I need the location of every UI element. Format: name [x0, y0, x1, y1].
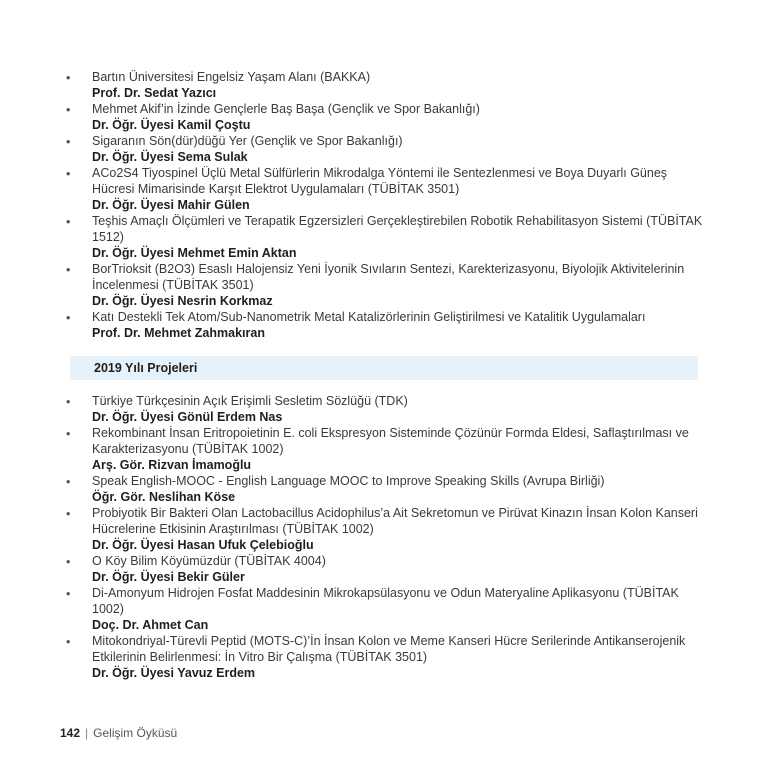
project-lead: Dr. Öğr. Üyesi Hasan Ufuk Çelebioğlu — [92, 538, 314, 552]
project-lead: Dr. Öğr. Üyesi Nesrin Korkmaz — [92, 294, 273, 308]
project-title: Di-Amonyum Hidrojen Fosfat Maddesinin Mikrokapsülasyonu ve Odun Materyaline Aplikasyonu (TÜBİTAK 1002) — [92, 586, 679, 616]
project-item — [60, 393, 710, 425]
project-item — [60, 213, 710, 261]
project-title: Speak English-MOOC - English Language MOOC to Improve Speaking Skills (Avrupa Birliği) — [92, 474, 605, 488]
bullet: • — [66, 135, 71, 149]
project-item — [60, 261, 710, 309]
bullet: • — [66, 555, 71, 569]
project-item — [60, 425, 710, 473]
project-lead: Dr. Öğr. Üyesi Yavuz Erdem — [92, 666, 256, 680]
project-list-2019 — [60, 393, 710, 681]
project-lead: Doç. Dr. Ahmet Can — [92, 618, 209, 632]
bullet: • — [66, 103, 71, 117]
project-item — [60, 585, 710, 633]
bullet: • — [66, 71, 71, 85]
bullet: • — [66, 215, 71, 229]
bullet: • — [66, 263, 71, 277]
project-title: Rekombinant İnsan Eritropoietinin E. coli Ekspresyon Sisteminde Çözünür Formda Eldesi, Saflaştırılması ve Karakterizasyonu (TÜBİTAK 1002) — [92, 426, 689, 456]
project-item — [60, 69, 710, 101]
bullet: • — [66, 635, 71, 649]
project-lead: Dr. Öğr. Üyesi Kamil Çoştu — [92, 118, 251, 132]
bullet: • — [66, 587, 71, 601]
bullet: • — [66, 427, 71, 441]
project-list-previous — [60, 69, 710, 341]
project-item — [60, 505, 710, 553]
project-title: Probiyotik Bir Bakteri Olan Lactobacillus Acidophilus’a Ait Sekretomun ve Pirüvat Kinazın İnsan Kolon Kanseri Hücrelerine Etkisinin Araştırılması (TÜBİTAK 1002) — [92, 506, 698, 536]
project-lead: Prof. Dr. Sedat Yazıcı — [92, 86, 217, 100]
project-title: Sigaranın Sön(dür)düğü Yer (Gençlik ve Spor Bakanlığı) — [92, 134, 403, 148]
bullet: • — [66, 167, 71, 181]
project-item — [60, 101, 710, 133]
project-item — [60, 553, 710, 585]
book-title: Gelişim Öyküsü — [93, 726, 178, 740]
project-title: Mehmet Akif’in İzinde Gençlerle Baş Başa (Gençlik ve Spor Bakanlığı) — [92, 102, 480, 116]
footer-separator: | — [85, 726, 89, 740]
project-item — [60, 473, 710, 505]
project-item — [60, 133, 710, 165]
page-number: 142 — [60, 726, 81, 740]
project-lead: Dr. Öğr. Üyesi Mehmet Emin Aktan — [92, 246, 297, 260]
project-lead: Dr. Öğr. Üyesi Gönül Erdem Nas — [92, 410, 283, 424]
section-header-2019: 2019 Yılı Projeleri — [70, 356, 698, 380]
project-title: Mitokondriyal-Türevli Peptid (MOTS-C)’İn İnsan Kolon ve Meme Kanseri Hücre Serilerinde Antikanserojenik Etkilerinin Belirlenmesi: İn Vitro Bir Çalışma (TÜBİTAK 3501) — [92, 634, 686, 664]
project-lead: Dr. Öğr. Üyesi Bekir Güler — [92, 570, 245, 584]
project-title: Teşhis Amaçlı Ölçümleri ve Terapatik Egzersizleri Gerçekleştirebilen Robotik Rehabilitasyon Sistemi (TÜBİTAK 1512) — [92, 214, 703, 244]
project-title: O Köy Bilim Köyümüzdür (TÜBİTAK 4004) — [92, 554, 326, 568]
project-title: Türkiye Türkçesinin Açık Erişimli Sesletim Sözlüğü (TDK) — [92, 394, 408, 408]
project-lead: Öğr. Gör. Neslihan Köse — [92, 490, 236, 504]
project-title: Katı Destekli Tek Atom/Sub-Nanometrik Metal Katalizörlerinin Geliştirilmesi ve Katalitik Uygulamaları — [92, 310, 646, 324]
page-footer — [60, 726, 177, 740]
project-title: BorTrioksit (B2O3) Esaslı Halojensiz Yeni İyonik Sıvıların Sentezi, Karekterizasyonu, Biyolojik Aktivitelerinin İncelenmesi (TÜBİTAK 3501) — [92, 262, 685, 292]
project-title: ACo2S4 Tiyospinel Üçlü Metal Sülfürlerin Mikrodalga Yöntemi ile Sentezlenmesi ve Boya Duyarlı Güneş Hücresi Mimarisinde Karşıt Elektrot Uygulamaları (TÜBİTAK 3501) — [92, 166, 668, 196]
bullet: • — [66, 311, 71, 325]
project-item — [60, 165, 710, 213]
project-title: Bartın Üniversitesi Engelsiz Yaşam Alanı (BAKKA) — [92, 70, 371, 84]
project-lead: Dr. Öğr. Üyesi Sema Sulak — [92, 150, 248, 164]
bullet: • — [66, 395, 71, 409]
bullet: • — [66, 507, 71, 521]
project-item — [60, 309, 710, 341]
project-lead: Arş. Gör. Rizvan İmamoğlu — [92, 458, 252, 472]
project-item — [60, 633, 710, 681]
bullet: • — [66, 475, 71, 489]
project-lead: Dr. Öğr. Üyesi Mahir Gülen — [92, 198, 250, 212]
project-lead: Prof. Dr. Mehmet Zahmakıran — [92, 326, 265, 340]
